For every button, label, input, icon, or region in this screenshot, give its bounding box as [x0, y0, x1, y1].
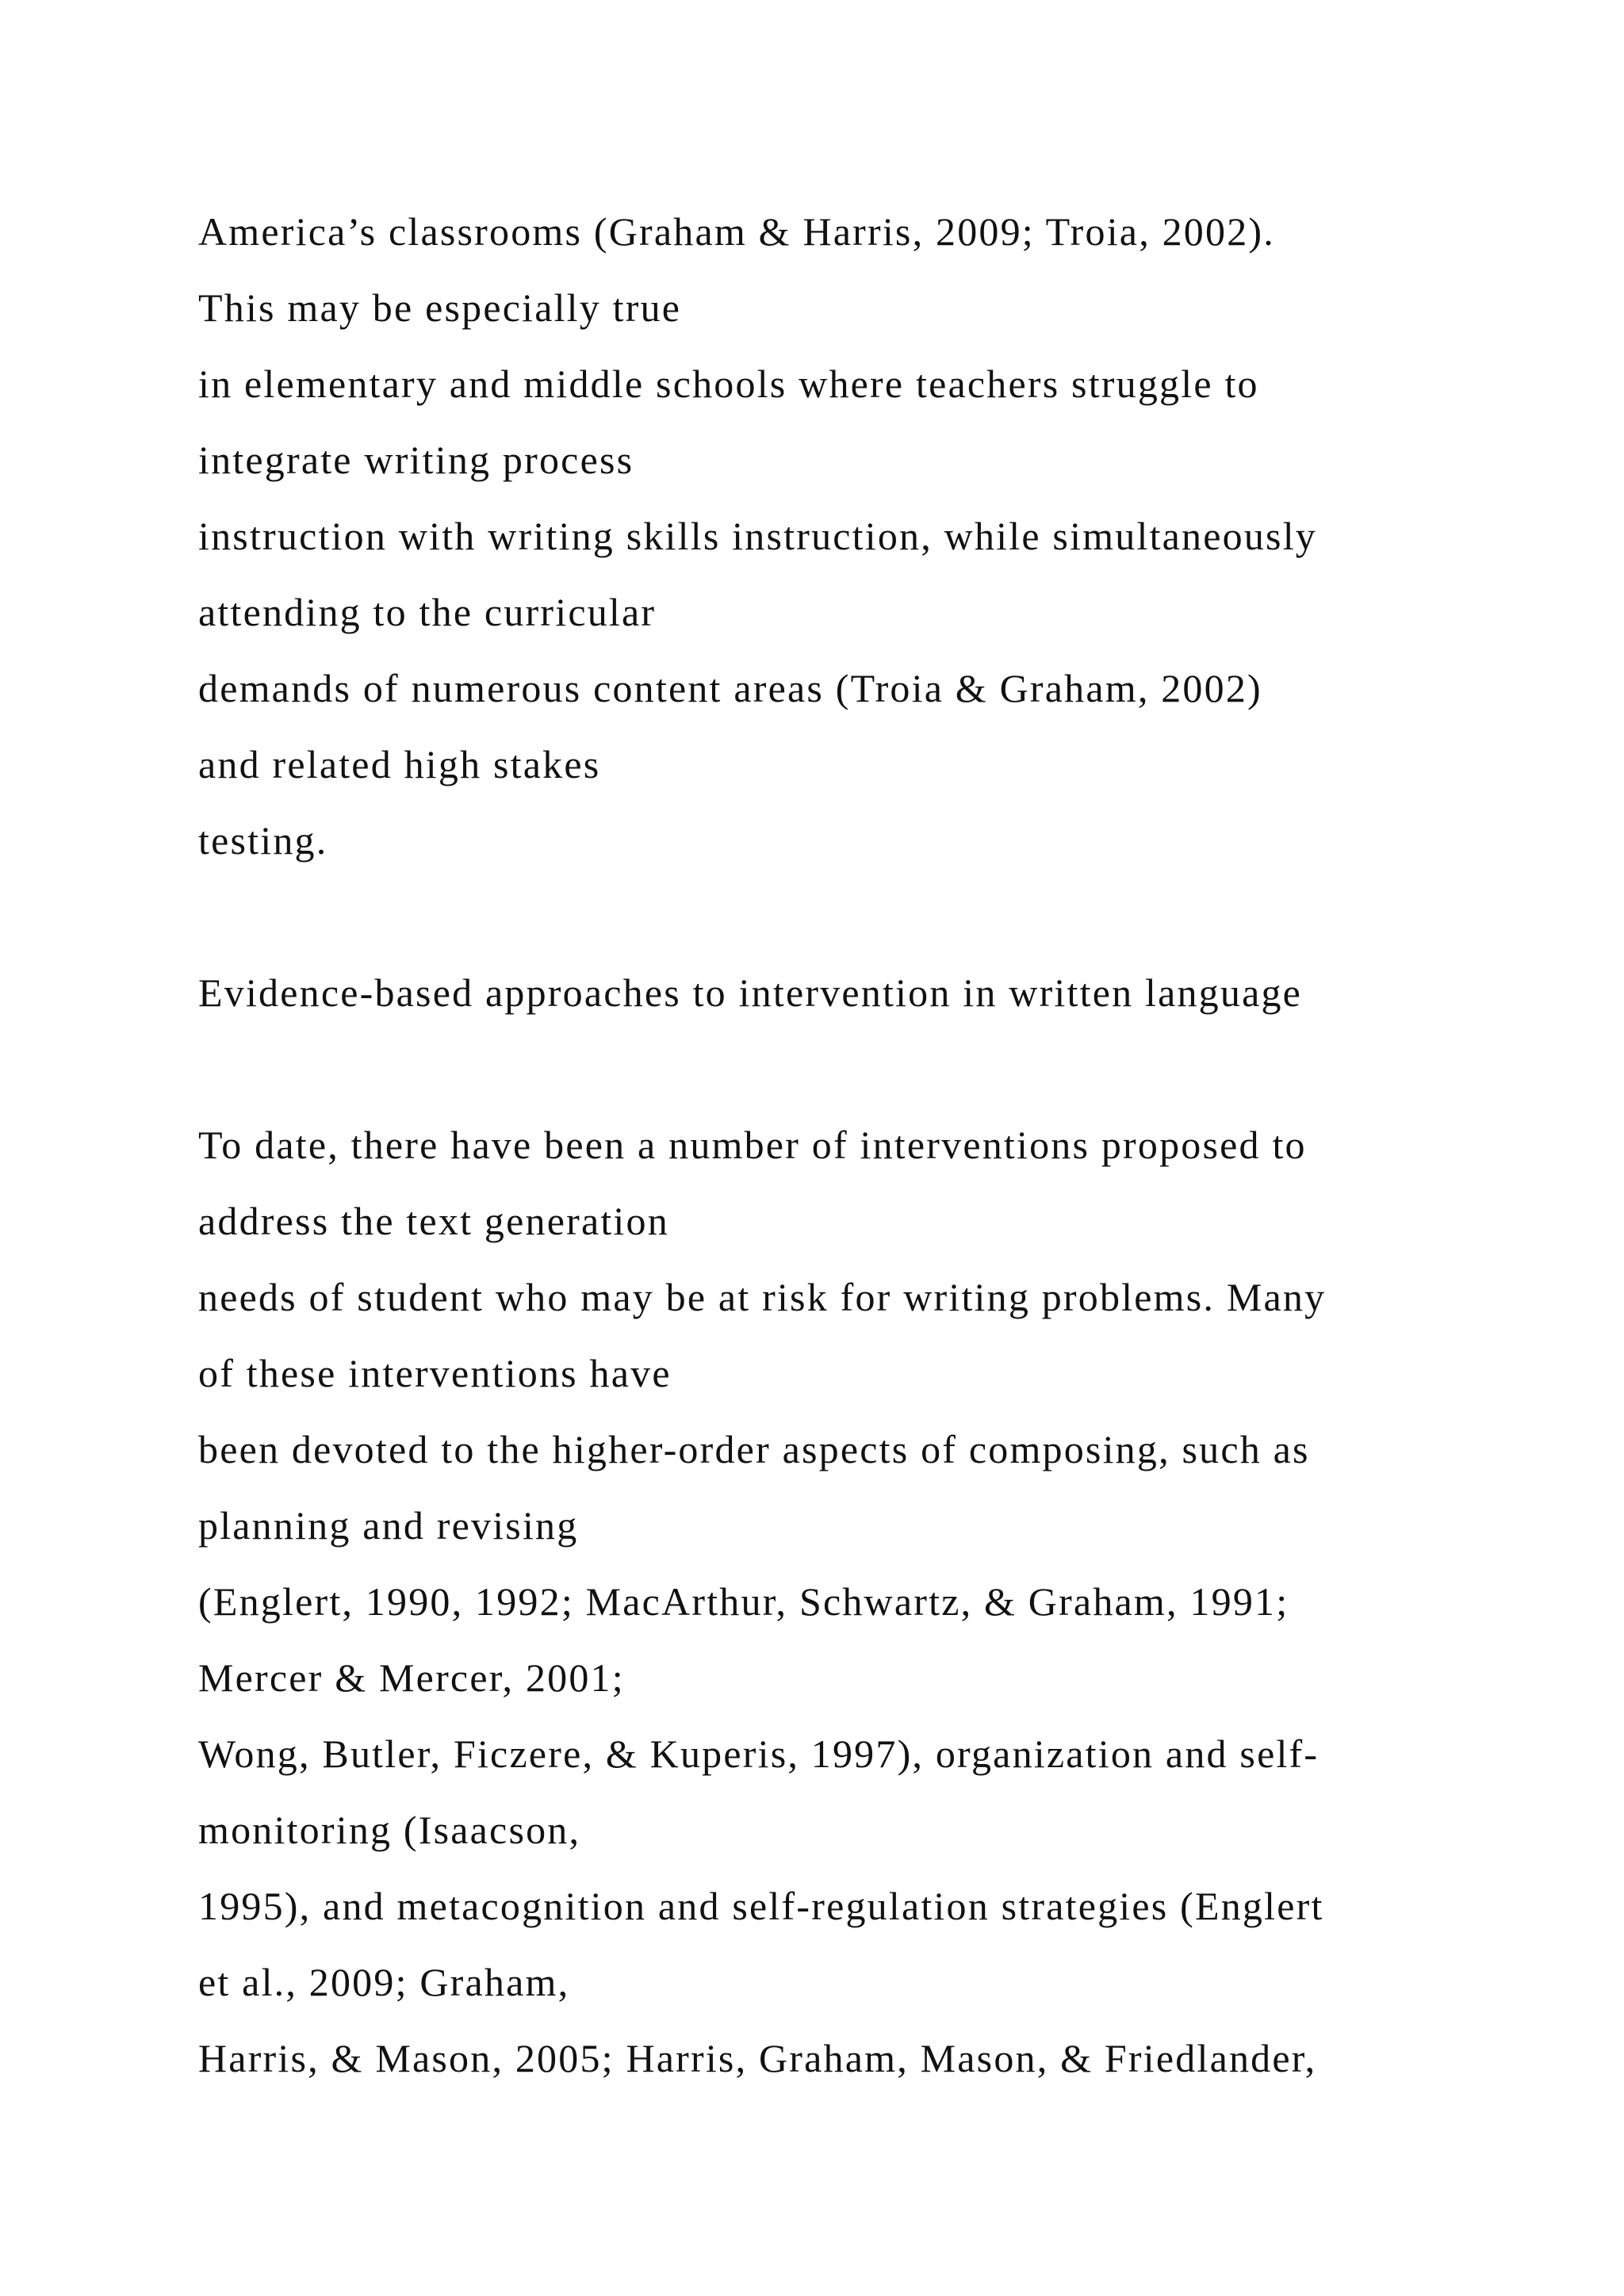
text-line: instruction with writing skills instruction, while simultaneously [198, 514, 1317, 558]
text-line: et al., 2009; Graham, [198, 1960, 570, 2004]
document-body [198, 193, 1546, 2096]
paragraph-gap [198, 1031, 1546, 1107]
text-line: needs of student who may be at risk for writing problems. Many [198, 1275, 1327, 1319]
paragraph-gap [198, 878, 1546, 955]
text-line: Harris, & Mason, 2005; Harris, Graham, Mason, & Friedlander, [198, 2036, 1317, 2080]
section-heading: Evidence-based approaches to intervention in written language [198, 970, 1303, 1015]
text-line: This may be especially true [198, 285, 682, 330]
text-line: been devoted to the higher-order aspects of composing, such as [198, 1427, 1310, 1471]
text-line: To date, there have been a number of interventions proposed to [198, 1123, 1307, 1167]
text-line: in elementary and middle schools where teachers struggle to [198, 362, 1259, 406]
text-line: America’s classrooms (Graham & Harris, 2009; Troia, 2002). [198, 209, 1275, 254]
text-line: and related high stakes [198, 742, 601, 786]
text-line: attending to the curricular [198, 590, 657, 634]
text-line: Wong, Butler, Ficzere, & Kuperis, 1997), organization and self- [198, 1732, 1320, 1776]
text-line: planning and revising [198, 1503, 579, 1548]
paragraph-2 [198, 1107, 1546, 2096]
paragraph-1 [198, 193, 1546, 878]
text-line: monitoring (Isaacson, [198, 1808, 581, 1852]
text-line: of these interventions have [198, 1351, 672, 1395]
text-line: Mercer & Mercer, 2001; [198, 1655, 625, 1700]
text-line: testing. [198, 818, 328, 863]
text-line: address the text generation [198, 1199, 669, 1243]
text-line: (Englert, 1990, 1992; MacArthur, Schwartz, & Graham, 1991; [198, 1579, 1289, 1624]
text-line: demands of numerous content areas (Troia & Graham, 2002) [198, 666, 1262, 710]
text-line: 1995), and metacognition and self-regulation strategies (Englert [198, 1884, 1324, 1928]
text-line: integrate writing process [198, 438, 634, 482]
